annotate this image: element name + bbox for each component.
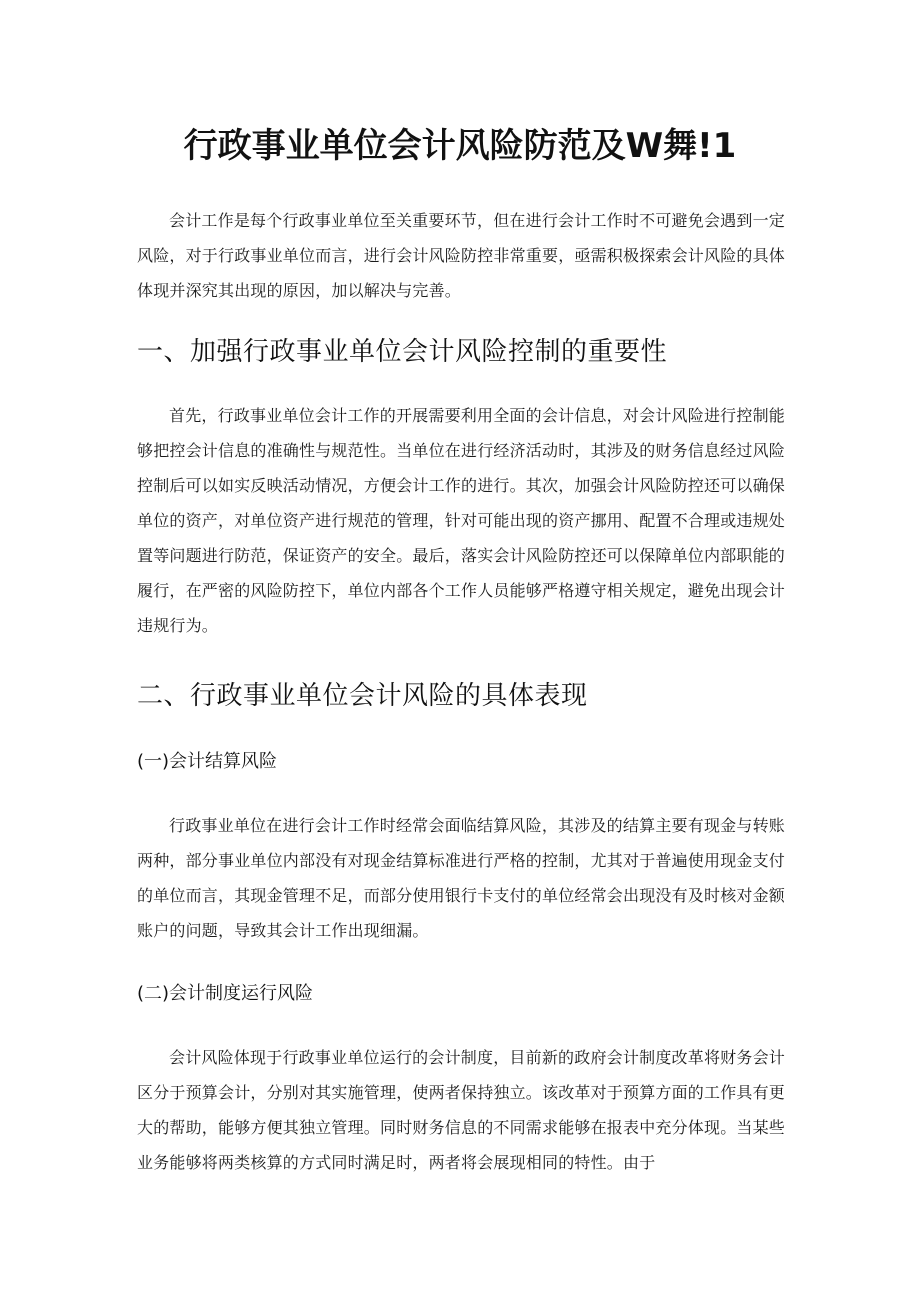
section-1-paragraph: 首先，行政事业单位会计工作的开展需要利用全面的会计信息，对会计风险进行控制能够把控会计信息的准确性与规范性。当单位在进行经济活动时，其涉及的财务信息经过风险控制后可以如实反映活动情况，方便会计工作的进行。其次，加强会计风险防控还可以确保单位的资产，对单位资产进行规范的管理，针对可能出现的资产挪用、配置不合理或违规处置等问题进行防范，保证资产的安全。最后，落实会计风险防控还可以保障单位内部职能的履行，在严密的风险防控下，单位内部各个工作人员能够严格遵守相关规定，避免出现会计违规行为。 (137, 406, 786, 635)
subsection-1-paragraph: 行政事业单位在进行会计工作时经常会面临结算风险，其涉及的结算主要有现金与转账两种，部分事业单位内部没有对现金结算标准进行严格的控制，尤其对于普遍使用现金支付的单位而言，其现金管理不足，而部分使用银行卡支付的单位经常会出现没有及时核对金额账户的问题，导致其会计工作出现细漏。 (137, 816, 786, 940)
subsection-2-paragraph: 会计风险体现于行政事业单位运行的会计制度，目前新的政府会计制度改革将财务会计区分于预算会计，分别对其实施管理，使两者保持独立。该改革对于预算方面的工作具有更大的帮助，能够方便其独立管理。同时财务信息的不同需求能够在报表中充分体现。当某些业务能够将两类核算的方式同时满足时，两者将会展现相同的特性。由于 (137, 1048, 786, 1172)
subsection-2-heading: (二)会计制度运行风险 (137, 983, 314, 1004)
section-2-heading: 二、行政事业单位会计风险的具体表现 (137, 681, 588, 711)
section-1-heading: 一、加强行政事业单位会计风险控制的重要性 (137, 337, 668, 367)
intro-paragraph: 会计工作是每个行政事业单位至关重要环节，但在进行会计工作时不可避免会遇到一定风险，对于行政事业单位而言，进行会计风险防控非常重要，亟需积极探索会计风险的具体体现并深究其出现的原因，加以解决与完善。 (137, 211, 786, 300)
subsection-1-heading: (一)会计结算风险 (137, 751, 278, 772)
document-title: 行政事业单位会计风险防范及W舞!1 (183, 126, 737, 166)
